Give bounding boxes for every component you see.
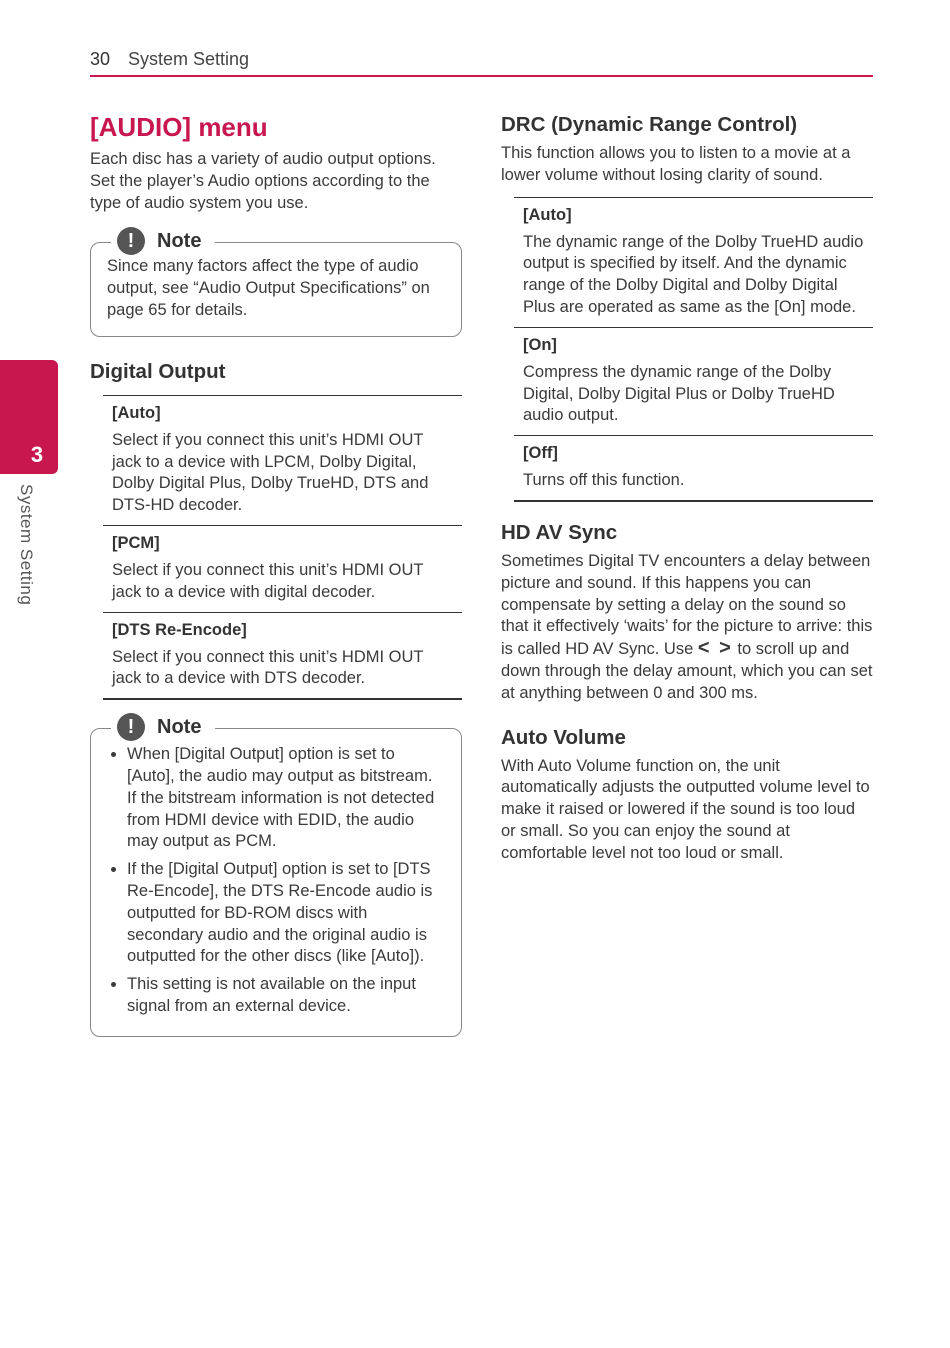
page-title: [AUDIO] menu <box>90 112 268 142</box>
exclamation-icon: ! <box>117 713 145 741</box>
auto-volume-text: With Auto Volume function on, the unit automatically adjusts the outputted volume level to make it raised or lowered if the sound is too loud or small. So you can enjoy the sound at comfortable level not too loud or small. <box>501 756 870 862</box>
option-description: Turns off this function. <box>523 471 685 490</box>
drc-intro: This function allows you to listen to a movie at a lower volume without losing clarity of sound. <box>501 144 851 184</box>
auto-volume-heading: Auto Volume <box>501 725 626 749</box>
note-label: Note <box>157 229 202 252</box>
note-list-item: • If the [Digital Output] option is set to [DTS Re-Encode], the DTS Re-Encode audio is outputted for BD-ROM discs with secondary audio and the original audio is outputted for the other discs (like [Auto]). <box>127 859 445 968</box>
chapter-tab <box>0 360 58 474</box>
option-row <box>103 613 462 701</box>
option-description: Select if you connect this unit’s HDMI OUT jack to a device with DTS decoder. <box>112 647 424 688</box>
option-row <box>514 198 873 328</box>
option-row <box>103 526 462 613</box>
note-list-item: • When [Digital Output] option is set to [Auto], the audio may output as bitstream. If the bitstream information is not detected from HDMI device with EDID, the audio may output as PCM. <box>127 744 445 853</box>
note-header <box>111 226 215 256</box>
left-column <box>90 108 462 1037</box>
header-section-title: System Setting <box>128 49 250 69</box>
exclamation-icon: ! <box>117 227 145 255</box>
option-name: [Off] <box>523 444 558 463</box>
hd-av-sync-text-part: Sometimes Digital TV encounters a delay between picture and sound. If this happens you can compensate by setting a delay on the sound so that it effectively ‘waits’ for the picture to arrive: this is called HD AV Sync. Use <box>501 551 873 659</box>
option-name: [On] <box>523 335 557 354</box>
option-description: Compress the dynamic range of the Dolby Digital, Dolby Digital Plus or Dolby TrueHD audio output. <box>523 362 835 425</box>
note-box-2 <box>90 715 462 1037</box>
page-header <box>90 47 873 77</box>
digital-output-options <box>103 395 462 700</box>
option-row <box>103 396 462 526</box>
hd-av-sync-heading: HD AV Sync <box>501 520 618 544</box>
option-description: Select if you connect this unit’s HDMI OUT jack to a device with digital decoder. <box>112 560 424 601</box>
drc-heading: DRC (Dynamic Range Control) <box>501 113 798 136</box>
note-label: Note <box>157 715 202 738</box>
page-number: 30 <box>90 49 111 69</box>
option-row <box>514 328 873 436</box>
drc-options <box>514 197 873 502</box>
option-name: [DTS Re-Encode] <box>112 620 247 639</box>
option-name: [PCM] <box>112 533 160 552</box>
chapter-label: System Setting <box>17 484 36 606</box>
left-right-arrows-icon: < > <box>697 637 733 660</box>
chapter-number: 3 <box>30 442 44 467</box>
note-list <box>107 744 445 1018</box>
hd-av-sync-text <box>501 551 873 705</box>
note-box-1 <box>90 229 462 336</box>
audio-intro: Each disc has a variety of audio output options. Set the player’s Audio options according to the type of audio system you use. <box>90 150 436 212</box>
right-column <box>501 108 873 865</box>
option-row <box>514 436 873 502</box>
note-text: Since many factors affect the type of audio output, see “Audio Output Specifications” on page 65 for details. <box>107 257 430 319</box>
note-header <box>111 712 215 742</box>
option-description: The dynamic range of the Dolby TrueHD audio output is specified by itself. And the dynamic range of the Dolby Digital and Dolby Digital Plus are operated as same as the [On] mode. <box>523 232 864 316</box>
option-name: [Auto] <box>112 403 161 422</box>
option-name: [Auto] <box>523 205 572 224</box>
option-description: Select if you connect this unit’s HDMI OUT jack to a device with LPCM, Dolby Digital, Dolby Digital Plus, Dolby TrueHD, DTS and DTS-HD decoder. <box>112 430 429 515</box>
note-list-item: • This setting is not available on the input signal from an external device. <box>127 974 445 1018</box>
digital-output-heading: Digital Output <box>90 359 226 383</box>
hd-av-sync-text-part: to scroll up and down through the delay amount, which you can set at anything between 0 and 300 ms. <box>501 640 873 702</box>
